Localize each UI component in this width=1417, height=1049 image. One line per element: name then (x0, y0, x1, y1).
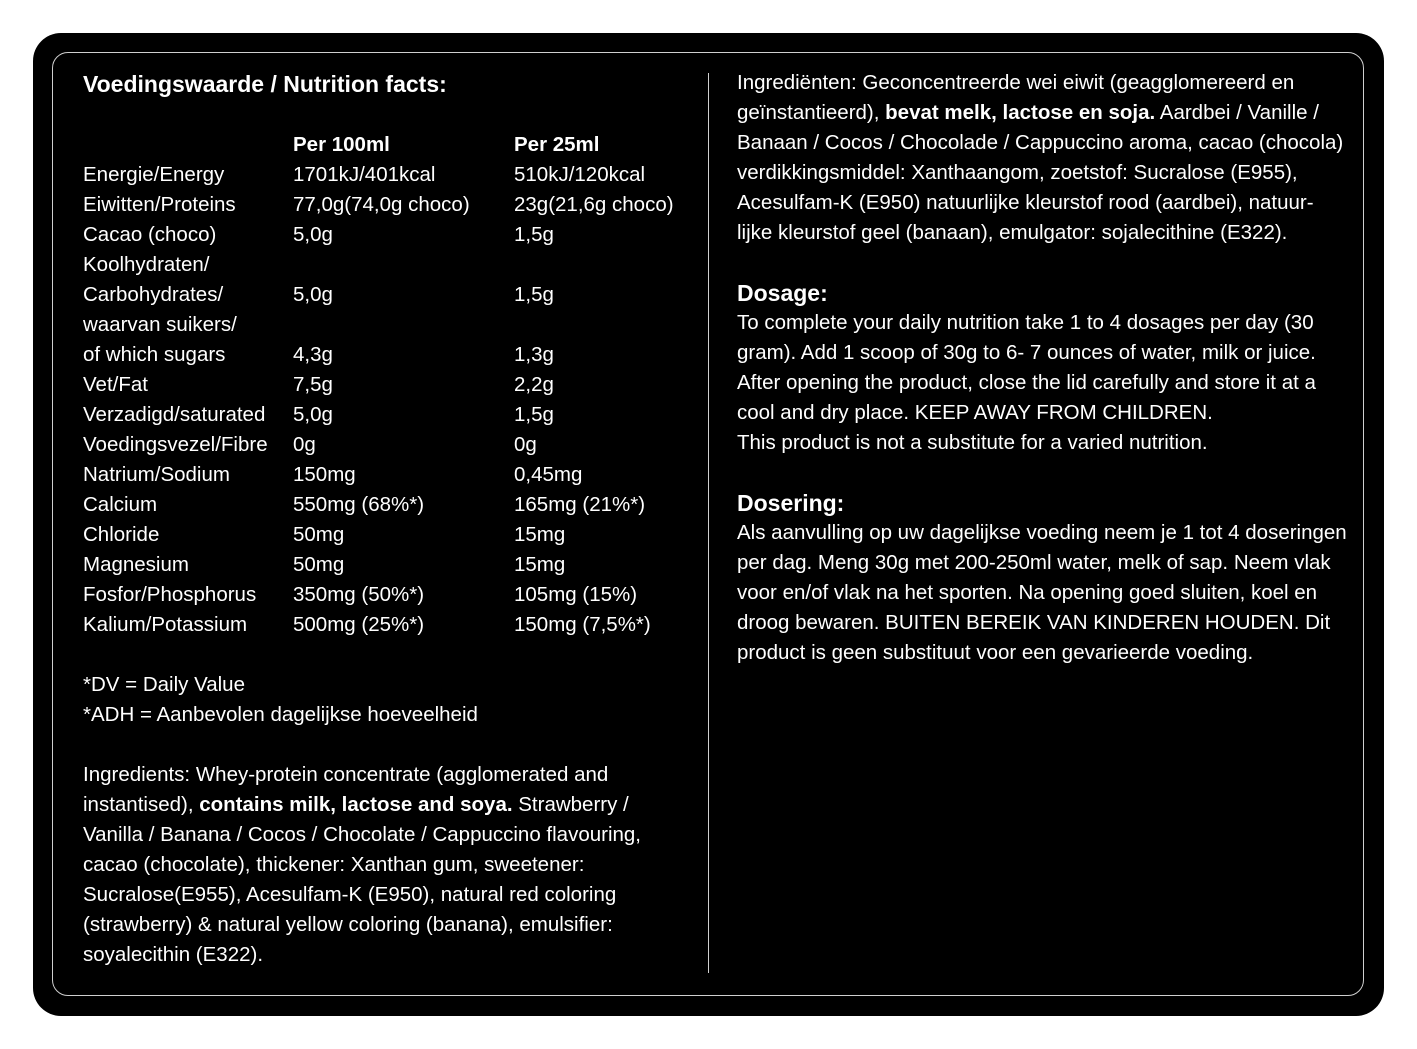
nutrition-row-label: Cacao (choco) (83, 223, 217, 246)
dosering-title: Dosering: (737, 490, 845, 516)
footnote-adh: *ADH = Aanbevolen dagelijkse hoeveelheid (83, 703, 478, 726)
nutrition-row-per25: 510kJ/120kcal (514, 163, 646, 186)
dosage-text: To complete your daily nutrition take 1 to 4 dosages per day (30 gram). Add 1 scoop of 30g to 6- 7 ounces of water, milk or juice. After opening the product, close the lid carefully and store it at a cool and dry place. KEEP AWAY FROM CHILDREN. (737, 311, 1316, 424)
nutrition-row-per25: 0,45mg (514, 463, 583, 486)
nutrition-row-label: Fosfor/Phosphorus (83, 583, 257, 606)
nutrition-row-label: Chloride (83, 523, 160, 546)
nutrition-row-per25 (514, 310, 694, 340)
ingredients-nl-allergens: bevat melk, lactose en soja. (885, 101, 1156, 124)
ingredients-nl-lead: Ingrediënten: Geconcentreerde wei eiwit (geagglomereerd en geïnstantieerd), (737, 71, 1295, 124)
nutrition-row-label: Koolhydraten/ (83, 253, 210, 276)
nutrition-row-per25: 1,5g (514, 283, 554, 306)
nutrition-row-per100: 5,0g (293, 223, 333, 246)
nutrition-row-per100: 4,3g (293, 343, 333, 366)
nutrition-row-label: Carbohydrates/ (83, 283, 224, 306)
nutrition-header-blank (83, 130, 293, 160)
nutrition-row-label: Natrium/Sodium (83, 463, 230, 486)
nutrition-row-label: Kalium/Potassium (83, 613, 248, 636)
nutrition-row-per25: 15mg (514, 553, 566, 576)
nutrition-row-per25: 23g(21,6g choco) (514, 193, 674, 216)
ingredients-en-lead: Ingredients: Whey-protein concentrate (agglomerated and instantised), (83, 763, 609, 816)
dosering-text: Als aanvulling op uw dagelijkse voeding neem je 1 tot 4 doseringen per dag. Meng 30g met 200-250ml water, melk of sap. Neem vlak voor en/of vlak na het sporten. Na opening goed sluiten, koel en droog bewaren. BUITEN BEREIK VAN KINDEREN HOUDEN. Dit product is geen substituut voor een gevarieerde voeding. (737, 521, 1347, 664)
nutrition-row-label: Eiwitten/Proteins (83, 193, 236, 216)
nutrition-table (83, 130, 693, 640)
nutrition-row-per100: 50mg (293, 553, 345, 576)
nutrition-row-per100: 350mg (50%*) (293, 583, 425, 606)
nutrition-row-per25 (514, 250, 694, 280)
nutrition-row-label: Verzadigd/saturated (83, 403, 266, 426)
nutrition-row-per100 (293, 310, 514, 340)
nutrition-row-label: Voedingsvezel/Fibre (83, 433, 268, 456)
nutrition-row-per100: 150mg (293, 463, 356, 486)
ingredients-en-rest: Strawberry / Vanilla / Banana / Cocos / Chocolate / Cappuccino flavouring, cacao (chocolate), thickener: Xanthan gum, sweetener: Sucralose(E955), Acesulfam-K (E950), natural red coloring (strawberry) & natural yellow coloring (banana), emulsifier: soyalecithin (E322). (83, 793, 642, 966)
nutrition-row-per100: 0g (293, 433, 316, 456)
nutrition-row-label: Energie/Energy (83, 163, 225, 186)
ingredients-en (83, 760, 693, 970)
nutrition-row-per100: 77,0g(74,0g choco) (293, 193, 470, 216)
nutrition-row-label: Calcium (83, 493, 158, 516)
nutrition-row-per100: 50mg (293, 523, 345, 546)
nutrition-row-per25: 1,3g (514, 343, 554, 366)
footnote-dv: *DV = Daily Value (83, 673, 245, 696)
ingredients-nl (737, 68, 1347, 248)
nutrition-row-per100: 550mg (68%*) (293, 493, 425, 516)
nutrition-row-per25: 165mg (21%*) (514, 493, 646, 516)
dosage-note: This product is not a substitute for a varied nutrition. (737, 431, 1208, 454)
nutrition-row-label: of which sugars (83, 343, 226, 366)
nutrition-row-per25: 150mg (7,5%*) (514, 613, 651, 636)
ingredients-nl-rest: Aardbei / Vanille / Banaan / Cocos / Chocolade / Cappuccino aroma, cacao (chocola) verdikkingsmiddel: Xanthaangom, zoetstof: Sucralose (E955), Acesulfam-K (E950) natuurlijke kleurstof rood (aardbei), natuur-lijke kleurstof geel (banaan), emulgator: sojalecithine (E322). (737, 101, 1344, 244)
ingredients-en-allergens: contains milk, lactose and soya. (199, 793, 513, 816)
nutrition-row-per100: 5,0g (293, 403, 333, 426)
nutrition-row-label: Magnesium (83, 553, 189, 576)
nutrition-row-per25: 15mg (514, 523, 566, 546)
right-column (737, 68, 1347, 668)
nutrition-row-per25: 1,5g (514, 223, 554, 246)
nutrition-row-label: Vet/Fat (83, 373, 148, 396)
nutrition-row-per100: 1701kJ/401kcal (293, 163, 436, 186)
nutrition-row-per25: 0g (514, 433, 537, 456)
nutrition-row-per100: 7,5g (293, 373, 333, 396)
nutrition-row-per100: 500mg (25%*) (293, 613, 425, 636)
column-header-per100: Per 100ml (293, 133, 390, 156)
dosage-title: Dosage: (737, 280, 828, 306)
column-header-per25: Per 25ml (514, 133, 600, 156)
column-divider (708, 73, 709, 973)
nutrition-row-per25: 1,5g (514, 403, 554, 426)
nutrition-row-per25: 2,2g (514, 373, 554, 396)
left-column (83, 69, 693, 970)
nutrition-title: Voedingswaarde / Nutrition facts: (83, 71, 447, 97)
nutrition-row-per100: 5,0g (293, 283, 333, 306)
nutrition-row-label: waarvan suikers/ (83, 313, 237, 336)
nutrition-row-per100 (293, 250, 514, 280)
nutrition-row-per25: 105mg (15%) (514, 583, 638, 606)
